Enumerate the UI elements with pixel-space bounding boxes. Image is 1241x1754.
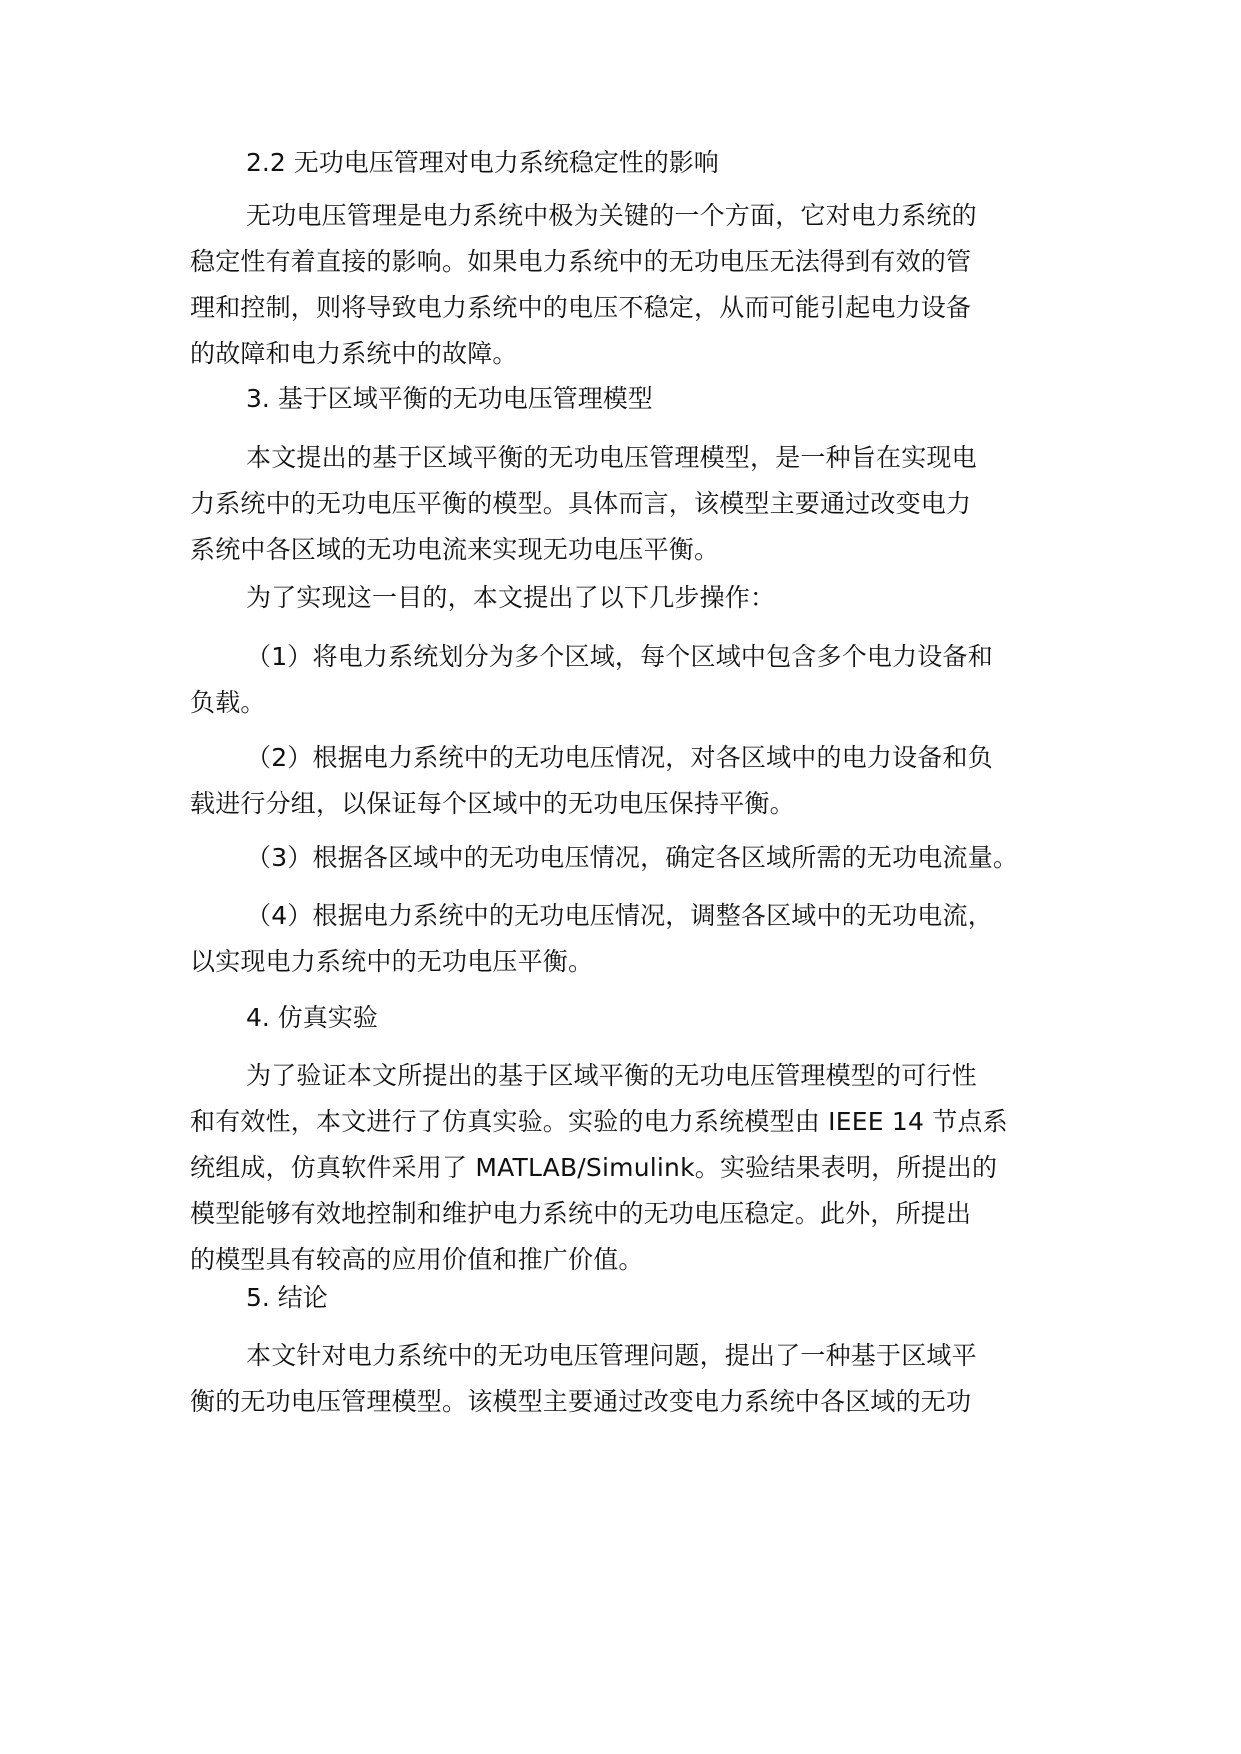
paragraph-line: 系统中各区域的无功电流来实现无功电压平衡。: [190, 535, 720, 564]
paragraph-line: （1）将电力系统划分为多个区域，每个区域中包含多个电力设备和: [246, 642, 993, 671]
paragraph-line: 为了实现这一目的，本文提出了以下几步操作：: [246, 583, 776, 612]
paragraph-line: （3）根据各区域中的无功电压情况，确定各区域所需的无功电流量。: [246, 843, 1019, 872]
section-heading-4: 4. 仿真实验: [246, 1003, 378, 1032]
paragraph-line: 本文提出的基于区域平衡的无功电压管理模型，是一种旨在实现电: [246, 443, 977, 472]
paragraph-line: 力系统中的无功电压平衡的模型。具体而言，该模型主要通过改变电力: [190, 489, 972, 518]
paragraph-line: 载进行分组，以保证每个区域中的无功电压保持平衡。: [190, 789, 795, 818]
section-heading-2-2: 2.2 无功电压管理对电力系统稳定性的影响: [246, 148, 719, 177]
paragraph-5: [190, 1333, 1080, 1425]
step-3: [190, 835, 1080, 881]
paragraph-line: 的故障和电力系统中的故障。: [190, 339, 518, 368]
step-2: [190, 735, 1080, 827]
section-heading-5: 5. 结论: [246, 1283, 328, 1312]
paragraph-line: 衡的无功电压管理模型。该模型主要通过改变电力系统中各区域的无功: [190, 1387, 972, 1416]
paragraph-line: 模型能够有效地控制和维护电力系统中的无功电压稳定。此外，所提出: [190, 1199, 972, 1228]
paragraph-line: 稳定性有着直接的影响。如果电力系统中的无功电压无法得到有效的管: [190, 247, 972, 276]
paragraph-line: 负载。: [190, 688, 266, 717]
paragraph-3: [190, 575, 1080, 621]
paragraph-1: [190, 193, 1080, 377]
paragraph-line: 理和控制，则将导致电力系统中的电压不稳定，从而可能引起电力设备: [190, 293, 972, 322]
step-4: [190, 893, 1080, 985]
paragraph-4: [190, 1053, 1080, 1283]
paragraph-line: 和有效性，本文进行了仿真实验。实验的电力系统模型由 IEEE 14 节点系: [190, 1107, 1008, 1136]
paragraph-line: 统组成，仿真软件采用了 MATLAB/Simulink。实验结果表明，所提出的: [190, 1153, 998, 1182]
paragraph-line: 的模型具有较高的应用价值和推广价值。: [190, 1245, 644, 1274]
paragraph-line: 无功电压管理是电力系统中极为关键的一个方面，它对电力系统的: [246, 201, 977, 230]
paragraph-line: 本文针对电力系统中的无功电压管理问题，提出了一种基于区域平: [246, 1341, 977, 1370]
paragraph-line: 为了验证本文所提出的基于区域平衡的无功电压管理模型的可行性: [246, 1061, 977, 1090]
paragraph-line: 以实现电力系统中的无功电压平衡。: [190, 947, 594, 976]
paragraph-line: （4）根据电力系统中的无功电压情况，调整各区域中的无功电流，: [246, 901, 993, 930]
paragraph-line: （2）根据电力系统中的无功电压情况，对各区域中的电力设备和负: [246, 743, 993, 772]
paragraph-2: [190, 435, 1080, 573]
step-1: [190, 634, 1080, 726]
section-heading-3: 3. 基于区域平衡的无功电压管理模型: [246, 384, 653, 413]
